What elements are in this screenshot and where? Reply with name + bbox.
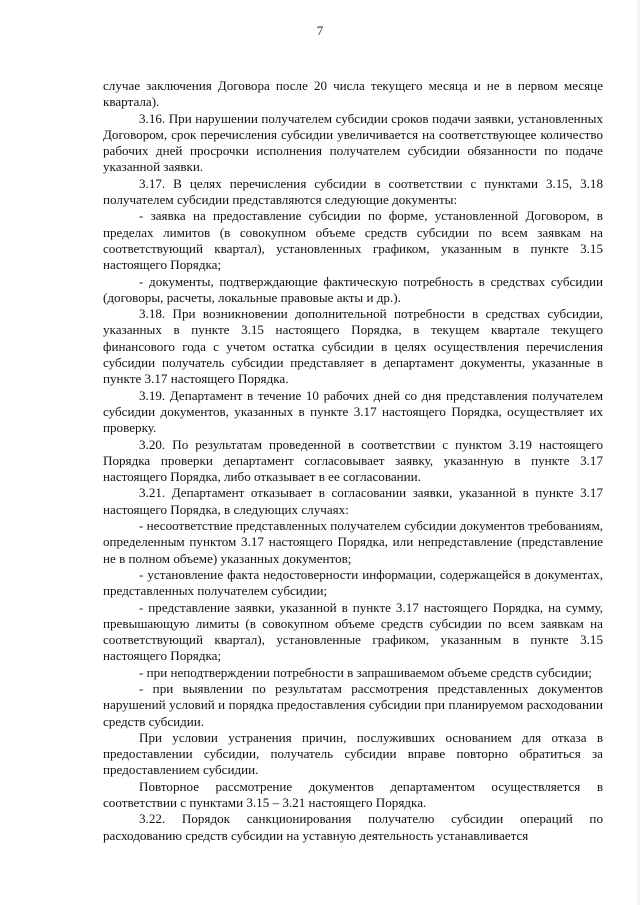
- paragraph-re-review: Повторное рассмотрение документов департаментом осуществляется в соответствии с пунктами 3.15 – 3.21 настоящего Порядка.: [103, 778, 603, 811]
- list-item-noncompliance: - несоответствие представленных получателем субсидии документов требованиям, определенным пунктом 3.17 настоящего Порядка, или непредставление (представление не в полном объеме) указанных документов;: [103, 518, 603, 566]
- paragraph-3-18: 3.18. При возникновении дополнительной потребности в средствах субсидии, указанных в пункте 3.15 настоящего Порядка, в текущем квартале текущего финансового года с учетом остатка субсидии в целях осуществления перечисления субсидии получатель субсидии представляет в департамент документы, указанные в пункте 3.17 настоящего Порядка.: [103, 306, 603, 387]
- list-item-unconfirmed-need: - при неподтверждении потребности в запрашиваемом объеме средств субсидии;: [139, 664, 592, 680]
- paragraph-3-19: 3.19. Департамент в течение 10 рабочих дней со дня представления получателем субсидии документов, указанных в пункте 3.17 настоящего Порядка, осуществляет их проверку.: [103, 387, 603, 436]
- paragraph-3-22: 3.22. Порядок санкционирования получателю субсидии операций по расходованию средств субсидии на уставную деятельность устанавливается: [103, 811, 603, 843]
- list-item-documents: - документы, подтверждающие фактическую потребность в средствах субсидии (договоры, расчеты, локальные правовые акты и др.).: [103, 273, 603, 305]
- paragraph-continuation: случае заключения Договора после 20 числа текущего месяца и не в первом месяце квартала).: [103, 78, 603, 110]
- document-body: [103, 78, 603, 844]
- page-edge: [636, 0, 640, 905]
- paragraph-3-17: 3.17. В целях перечисления субсидии в соответствии с пунктами 3.15, 3.18 получателем субсидии представляются следующие документы:: [103, 175, 603, 208]
- paragraph-3-21: 3.21. Департамент отказывает в согласовании заявки, указанной в пункте 3.17 настоящего Порядка, в следующих случаях:: [103, 485, 603, 517]
- paragraph-3-16: 3.16. При нарушении получателем субсидии сроков подачи заявки, установленных Договором, срок перечисления субсидии увеличивается на соответствующее количество рабочих дней просрочки исполнения получателем субсидии обязанности по подаче указанной заявки.: [103, 110, 603, 175]
- paragraph-3-20: 3.20. По результатам проведенной в соответствии с пунктом 3.19 настоящего Порядка проверки департамент согласовывает заявку, указанную в пункте 3.17 настоящего Порядка, либо отказывает в ее согласовании.: [103, 436, 603, 485]
- list-item-inaccuracy: - установление факта недостоверности информации, содержащейся в документах, представленных получателем субсидии;: [103, 566, 603, 599]
- list-item-violations: - при выявлении по результатам рассмотрения представленных документов нарушений условий и порядка предоставления субсидии при планируемом расходовании средств субсидии.: [103, 680, 603, 729]
- page-number: 7: [316, 23, 324, 38]
- list-item-exceeding-limits: - представление заявки, указанной в пункте 3.17 настоящего Порядка, на сумму, превышающую лимиты (в совокупном объеме средств субсидии по всем заявкам на соответствующий квартал), установленные графиком, указанным в пункте 3.15 настоящего Порядка;: [103, 599, 603, 664]
- list-item-application: - заявка на предоставление субсидии по форме, установленной Договором, в пределах лимитов (в совокупном объеме средств субсидии по всем заявкам на соответствующий квартал), установленных графиком, указанным в пункте 3.15 настоящего Порядка;: [103, 208, 603, 273]
- paragraph-reapply: При условии устранения причин, послуживших основанием для отказа в предоставлении субсидии, получатель субсидии вправе повторно обратиться за предоставлением субсидии.: [103, 729, 603, 778]
